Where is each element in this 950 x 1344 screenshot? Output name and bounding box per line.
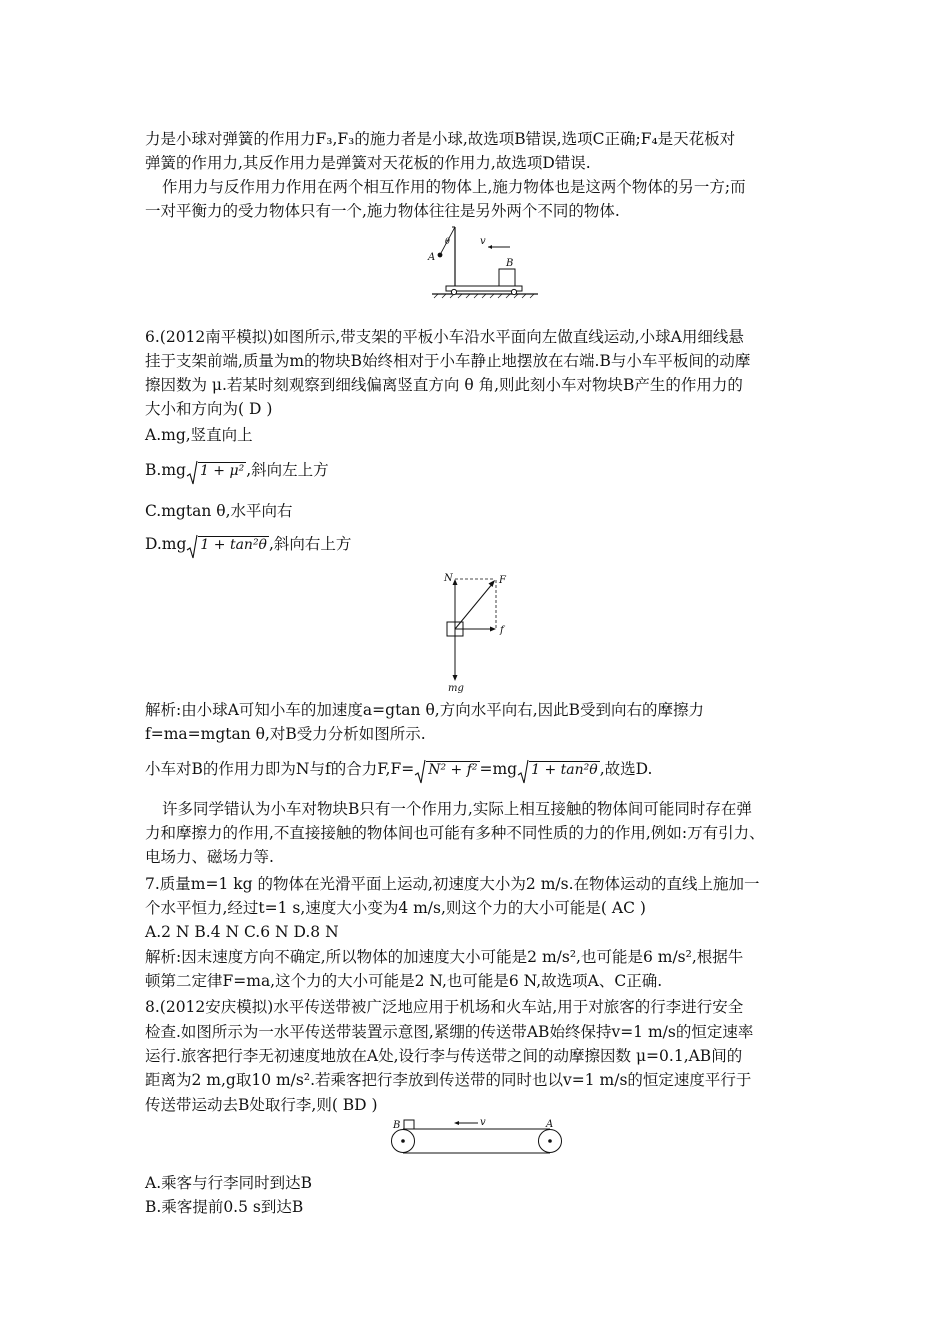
intro-line-3: 作用力与反作用力作用在两个相互作用的物体上,施力物体也是这两个物体的另一方;而: [162, 178, 746, 196]
q6-option-c: C.mgtan θ,水平向右: [145, 502, 293, 520]
q6-line-1: 6.(2012南平模拟)如图所示,带支架的平板小车沿水平面向左做直线运动,小球A用细线悬: [145, 328, 744, 346]
force-diagram-figure: [440, 570, 520, 692]
q6-line-3: 擦因数为 μ.若某时刻观察到细线偏离竖直方向 θ 角,则此刻小车对物块B产生的作用力的: [145, 376, 743, 394]
q6-option-d-suffix: ,斜向右上方: [269, 535, 352, 553]
q8-line-2: 检查.如图所示为一水平传送带装置示意图,紧绷的传送带AB始终保持v=1 m/s的恒定速率: [145, 1023, 754, 1041]
q8-line-5: 传送带运动去B处取行李,则( BD ): [145, 1096, 378, 1114]
q7-line-1: 7.质量m=1 kg 的物体在光滑平面上运动,初速度大小为2 m/s.在物体运动的直线上施加一: [145, 875, 760, 893]
fig2-mg-label: mg: [448, 683, 464, 694]
q7-options: A.2 N B.4 N C.6 N D.8 N: [145, 923, 339, 941]
intro-line-2: 弹簧的作用力,其反作用力是弹簧对天花板的作用力,故选项D错误.: [145, 154, 591, 172]
intro-line-4: 一对平衡力的受力物体只有一个,施力物体往往是另外两个不同的物体.: [145, 202, 620, 220]
sol6-line-2: f=ma=mgtan θ,对B受力分析如图所示.: [145, 725, 426, 743]
fig2-friction-label: f: [500, 625, 504, 636]
note6-line-1: 许多同学错认为小车对物块B只有一个作用力,实际上相互接触的物体间可能同时存在弹: [162, 800, 752, 818]
fig3-a-label: A: [546, 1119, 554, 1130]
conveyor-belt-figure: [388, 1116, 568, 1156]
q6-option-b-radicand: 1 + μ²: [199, 463, 245, 479]
q8-line-3: 运行.旅客把行李无初速度地放在A处,设行李与传送带之间的动摩擦因数 μ=0.1,AB间的: [145, 1047, 743, 1065]
q6-option-d: [145, 530, 351, 556]
fig3-v-label: v: [480, 1117, 486, 1128]
note6-line-3: 电场力、磁场力等.: [145, 848, 274, 866]
sol6-radicand-1: N² + f²: [428, 762, 478, 778]
q8-option-b: B.乘客提前0.5 s到达B: [145, 1198, 304, 1216]
fig1-v-label: v: [480, 236, 486, 247]
fig1-a-label: A: [428, 252, 436, 263]
sol6-line-3-prefix: 小车对B的作用力即为N与f的合力F,F=: [145, 760, 415, 778]
sol6-radicand-2: 1 + tan²θ: [531, 762, 598, 778]
fig1-b-label: B: [506, 258, 514, 269]
sol6-line-3-mid: =mg: [479, 760, 518, 778]
fig2-n-label: N: [444, 573, 453, 584]
q6-option-d-prefix: D.mg: [145, 535, 187, 553]
cart-bracket-figure: [410, 222, 550, 302]
fig2-resultant-label: F: [499, 575, 506, 586]
q8-line-4: 距离为2 m,g取10 m/s².若乘客把行李放到传送带的同时也以v=1 m/s的恒定速度平行于: [145, 1071, 752, 1089]
sol6-line-1: 解析:由小球A可知小车的加速度a=gtan θ,方向水平向右,因此B受到向右的摩擦力: [145, 701, 705, 719]
q6-line-2: 挂于支架前端,质量为m的物块B始终相对于小车静止地摆放在右端.B与小车平板间的动摩: [145, 352, 751, 370]
q7-solution-line-2: 顿第二定律F=ma,这个力的大小可能是2 N,也可能是6 N,故选项A、C正确.: [145, 972, 663, 990]
q7-line-2: 个水平恒力,经过t=1 s,速度大小变为4 m/s,则这个力的大小可能是( AC ): [145, 899, 646, 917]
q6-option-b-suffix: ,斜向左上方: [246, 461, 329, 479]
q6-option-b: [145, 456, 329, 482]
q6-line-4: 大小和方向为( D ): [145, 400, 273, 418]
fig1-theta-label: θ: [445, 237, 450, 246]
q7-solution-line-1: 解析:因末速度方向不确定,所以物体的加速度大小可能是2 m/s²,也可能是6 m/s²,根据牛: [145, 948, 744, 966]
sol6-line-3: [145, 755, 652, 781]
q6-option-a: A.mg,竖直向上: [145, 426, 253, 444]
note6-line-2: 力和摩擦力的作用,不直接接触的物体间也可能有多种不同性质的力的作用,例如:万有引力、: [145, 824, 765, 842]
q8-line-1: 8.(2012安庆模拟)水平传送带被广泛地应用于机场和火车站,用于对旅客的行李进行安全: [145, 998, 744, 1016]
sol6-line-3-suffix: ,故选D.: [599, 760, 653, 778]
intro-line-1: 力是小球对弹簧的作用力F₃,F₃的施力者是小球,故选项B错误,选项C正确;F₄是天花板对: [145, 130, 736, 148]
q6-option-b-prefix: B.mg: [145, 461, 186, 479]
q6-option-d-radicand: 1 + tan²θ: [200, 537, 267, 553]
fig3-b-label: B: [393, 1120, 401, 1131]
q8-option-a: A.乘客与行李同时到达B: [145, 1174, 313, 1192]
